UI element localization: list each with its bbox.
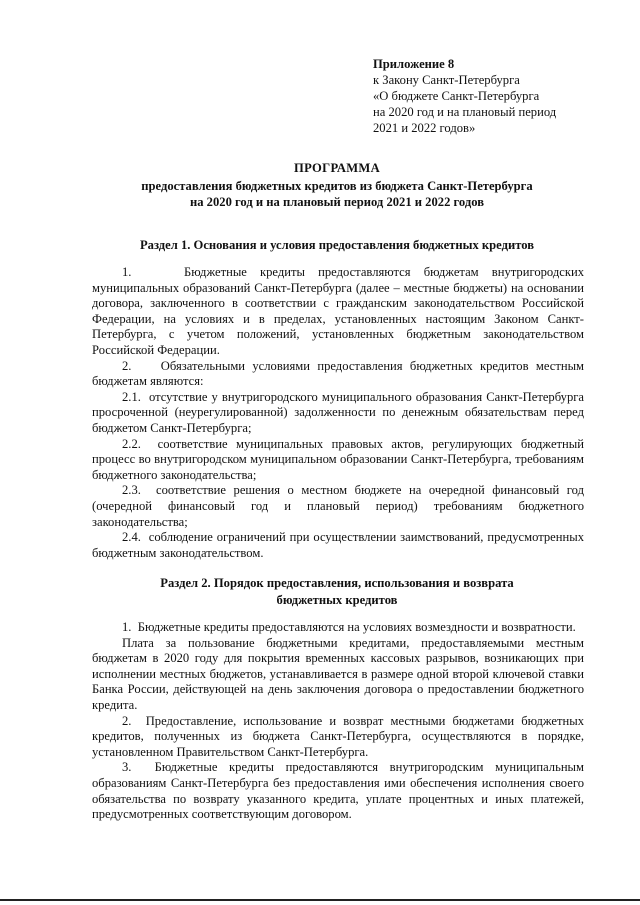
paragraph: 3. Бюджетные кредиты предоставляются внутригородским муниципальным образованиям Санкт-Петербурга без предоставления ими обеспечения исполнения своего обязательства по возврату указанного кредита, уплате процентных и иных платежей, предусмотренных соответствующим договором.: [92, 760, 584, 822]
paragraph: 2. Предоставление, использование и возврат местными бюджетами бюджетных кредитов, полученных из бюджета Санкт-Петербурга, осуществляются в порядке, установленном Правительством Санкт-Петербурга.: [92, 713, 584, 759]
annex-title: Приложение 8: [373, 57, 455, 71]
paragraph: 2.1. отсутствие у внутригородского муниципального образования Санкт-Петербурга просроченной (неурегулированной) задолженности по денежным обязательствам перед бюджетом Санкт-Петербурга;: [92, 389, 584, 435]
program-subtitle: на 2020 год и на плановый период 2021 и 2022 годов: [189, 195, 485, 209]
paragraph: 2.4. соблюдение ограничений при осуществлении заимствований, предусмотренных бюджетным законодательством.: [92, 530, 584, 560]
section-2-heading: Раздел 2. Порядок предоставления, использования и возврата: [160, 576, 514, 590]
section-1-heading: Раздел 1. Основания и условия предоставления бюджетных кредитов: [139, 238, 535, 252]
program-subtitle: предоставления бюджетных кредитов из бюджета Санкт-Петербурга: [141, 179, 533, 193]
section-2-body: [92, 620, 584, 823]
annex-block: [373, 56, 556, 136]
section-2-heading: бюджетных кредитов: [276, 593, 398, 607]
paragraph: 2.3. соответствие решения о местном бюджете на очередной финансовый год (очередной финансовый год и плановый период) требованиям бюджетного законодательства;: [92, 483, 584, 529]
program-title: ПРОГРАММА: [294, 161, 380, 175]
annex-line: «О бюджете Санкт-Петербурга: [373, 89, 540, 103]
section-1-body: [92, 265, 584, 561]
paragraph: 2.2. соответствие муниципальных правовых актов, регулирующих бюджетный процесс во внутригородском муниципальном образовании Санкт-Петербурга, требованиям бюджетного законодательства;: [92, 436, 584, 482]
page-bottom-rule: [0, 899, 640, 901]
paragraph: 1. Бюджетные кредиты предоставляются на условиях возмездности и возвратности.: [122, 620, 576, 634]
paragraph: 1. Бюджетные кредиты предоставляются бюджетам внутригородских муниципальных образований Санкт-Петербурга (далее – местные бюджеты) на основании договора, заключенного в соответствии с гражданским законодательством Российской Федерации, на условиях и в пределах, установленных настоящим Законом Санкт-Петербурга, с учетом положений, установленных бюджетным законодательством Российской Федерации.: [92, 265, 584, 357]
annex-line: к Закону Санкт-Петербурга: [373, 73, 520, 87]
paragraph: 2. Обязательными условиями предоставления бюджетных кредитов местным бюджетам являются:: [92, 358, 584, 389]
paragraph: Плата за пользование бюджетными кредитами, предоставляемыми местным бюджетам в 2020 году для покрытия временных кассовых разрывов, возникающих при исполнении местных бюджетов, устанавливается в размере одной второй ключевой ставки Банка России, действующей на день заключения договора о предоставлении бюджетного кредита.: [92, 635, 584, 712]
annex-line: 2021 и 2022 годов»: [373, 121, 476, 135]
annex-line: на 2020 год и на плановый период: [373, 105, 557, 119]
